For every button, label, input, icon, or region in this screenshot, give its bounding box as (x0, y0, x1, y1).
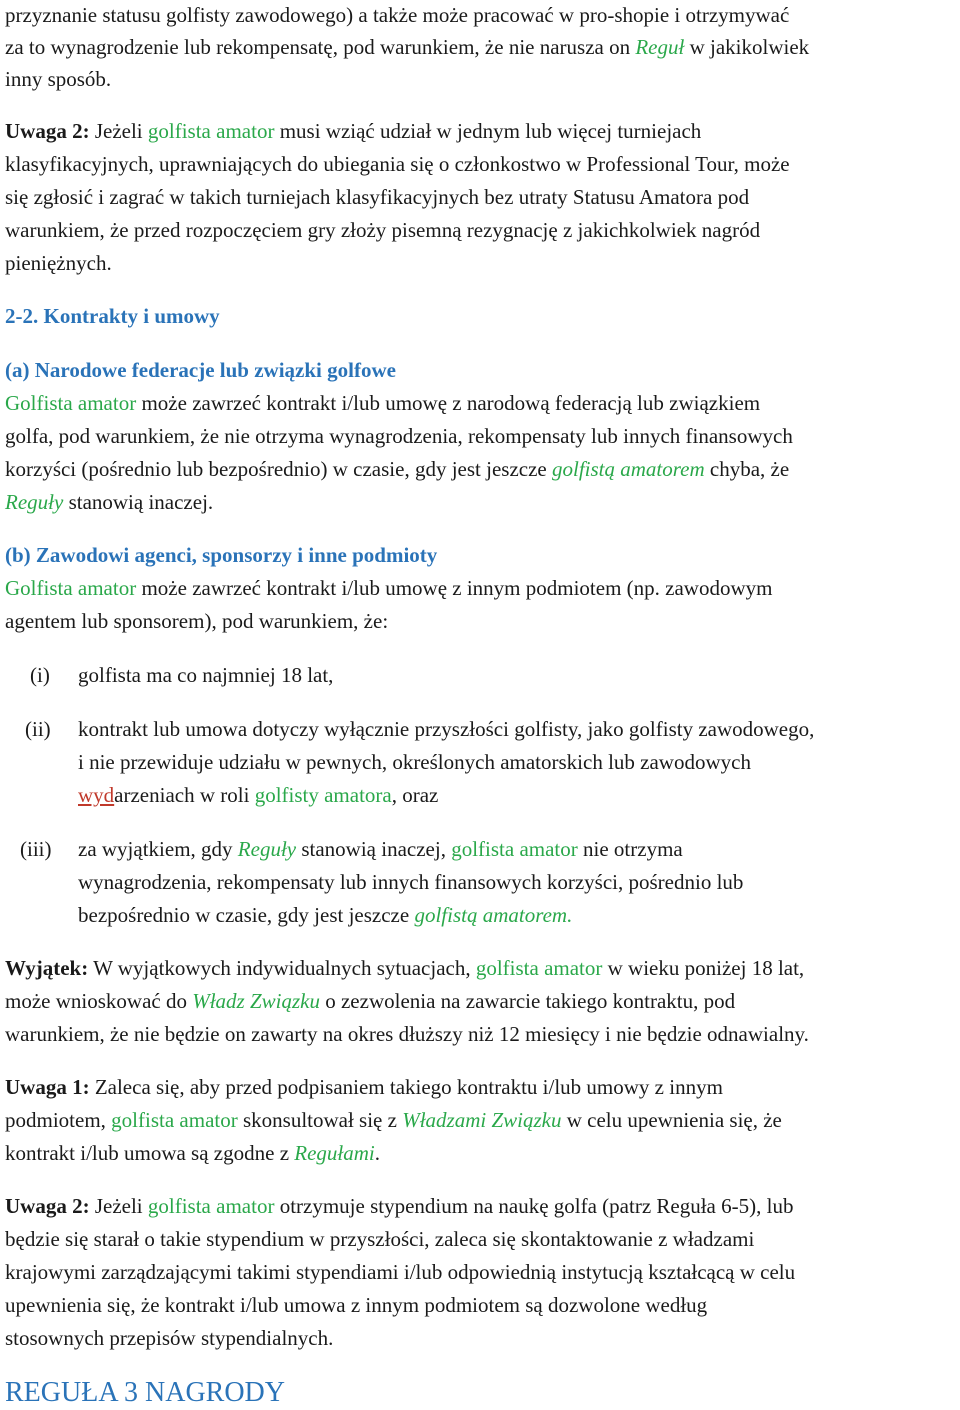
term-golfista-amator: golfista amator (111, 1108, 238, 1132)
subsection-heading-a: (a) Narodowe federacje lub związki golfowe (5, 358, 396, 382)
underlined-fragment: wyd (78, 783, 115, 807)
note-label: Uwaga 2: (5, 119, 90, 143)
text-line: za to wynagrodzenie lub rekompensatę, pod warunkiem, że nie narusza on Reguł w jakikolwiek (5, 35, 810, 59)
note-line: Uwaga 2: Jeżeli golfista amator otrzymuje stypendium na naukę golfa (patrz Reguła 6-5), lub (5, 1194, 794, 1218)
term-golfista-amator: golfista amator (147, 119, 275, 143)
exception-line: może wnioskować do Władz Związku o zezwolenia na zawarcie takiego kontraktu, pod (5, 989, 736, 1013)
note-line: kontrakt i/lub umowa są zgodne z Regułami. (5, 1141, 380, 1165)
term-golfista-amator: golfista amator (475, 956, 603, 980)
text-line: korzyści (pośrednio lub bezpośrednio) w czasie, gdy jest jeszcze golfistą amatorem chyba, że (5, 457, 790, 481)
text-line: Golfista amator może zawrzeć kontrakt i/lub umowę z narodową federacją lub związkiem (5, 391, 761, 415)
note-line: będzie się starał o takie stypendium w przyszłości, zaleca się skontaktowanie z władzami (5, 1227, 755, 1251)
list-item: golfista ma co najmniej 18 lat, (78, 663, 334, 687)
term-golfista-amator: Golfista amator (5, 576, 137, 600)
exception-line: Wyjątek: W wyjątkowych indywidualnych sytuacjach, golfista amator w wieku poniżej 18 lat, (5, 956, 805, 980)
note-line: klasyfikacyjnych, uprawniających do ubiegania się o członkostwo w Professional Tour, może (5, 152, 790, 176)
list-number: (ii) (25, 717, 51, 741)
exception-line: warunkiem, że nie będzie on zawarty na okres dłuższy niż 12 miesięcy i nie będzie odnawialny. (5, 1022, 809, 1046)
term-reguly: Reguły (5, 490, 64, 514)
term-golfisty-amatora: golfisty amatora (254, 783, 392, 807)
term-link: Reguł (635, 35, 685, 59)
list-number: (i) (30, 663, 50, 687)
list-number: (iii) (20, 837, 52, 861)
term-golfista-amatorem: golfistą amatorem (551, 457, 705, 481)
term-golfista-amator: golfista amator (147, 1194, 275, 1218)
note-line: się zgłosić i zagrać w takich turniejach klasyfikacyjnych bez utraty Statusu Amatora pod (5, 185, 750, 209)
list-item: i nie przewiduje udziału w pewnych, określonych amatorskich lub zawodowych (78, 750, 751, 774)
text-line: Golfista amator może zawrzeć kontrakt i/lub umowę z innym podmiotem (np. zawodowym (5, 576, 773, 600)
text-line: Reguły stanowią inaczej. (5, 490, 214, 514)
term-golfista-amator: golfista amator (451, 837, 578, 861)
term-golfista-amatorem: golfistą amatorem. (414, 903, 573, 927)
term-regulami: Regułami (294, 1141, 375, 1165)
rule-title: REGUŁA 3 NAGRODY (5, 1377, 285, 1408)
exception-label: Wyjątek: (5, 956, 89, 980)
term-golfista-amator: Golfista amator (5, 391, 137, 415)
text-line: agentem lub sponsorem), pod warunkiem, że: (5, 609, 389, 633)
note-line: warunkiem, że przed rozpoczęciem gry złoży pisemną rezygnację z jakichkolwiek nagród (5, 218, 761, 242)
list-item: bezpośrednio w czasie, gdy jest jeszcze golfistą amatorem. (78, 903, 573, 927)
list-item: wydarzeniach w roli golfisty amatora, oraz (78, 783, 439, 807)
term-wladzami-zwiazku: Władzami Związku (402, 1108, 562, 1132)
subsection-heading-b: (b) Zawodowi agenci, sponsorzy i inne podmioty (5, 543, 438, 567)
text-line: inny sposób. (5, 67, 112, 91)
list-item: wynagrodzenia, rekompensaty lub innych finansowych korzyści, pośrednio lub (78, 870, 744, 894)
list-item: za wyjątkiem, gdy Reguły stanowią inaczej, golfista amator nie otrzyma (78, 837, 683, 861)
section-heading: 2-2. Kontrakty i umowy (5, 304, 220, 328)
text-line: golfa, pod warunkiem, że nie otrzyma wynagrodzenia, rekompensaty lub innych finansowych (5, 424, 793, 448)
note-line: Uwaga 1: Zaleca się, aby przed podpisaniem takiego kontraktu i/lub umowy z innym (5, 1075, 723, 1099)
note-line: podmiotem, golfista amator skonsultował się z Władzami Związku w celu upewnienia się, że (5, 1108, 782, 1132)
note-line: pieniężnych. (5, 251, 112, 275)
note-label: Uwaga 1: (5, 1075, 90, 1099)
term-wladz-zwiazku: Władz Związku (192, 989, 320, 1013)
note-line: krajowymi zarządzającymi takimi stypendiami i/lub odpowiednią instytucją kształcącą w celu (5, 1260, 796, 1284)
note-label: Uwaga 2: (5, 1194, 90, 1218)
note-line: Uwaga 2: Jeżeli golfista amator musi wziąć udział w jednym lub więcej turniejach (5, 119, 702, 143)
term-reguly: Reguły (237, 837, 297, 861)
note-line: upewnienia się, że kontrakt i/lub umowa z innym podmiotem są dozwolone według (5, 1293, 708, 1317)
note-line: stosownych przepisów stypendialnych. (5, 1326, 334, 1350)
list-item: kontrakt lub umowa dotyczy wyłącznie przyszłości golfisty, jako golfisty zawodowego, (78, 717, 815, 741)
text-line: przyznanie statusu golfisty zawodowego) a także może pracować w pro-shopie i otrzymywać (5, 3, 790, 27)
